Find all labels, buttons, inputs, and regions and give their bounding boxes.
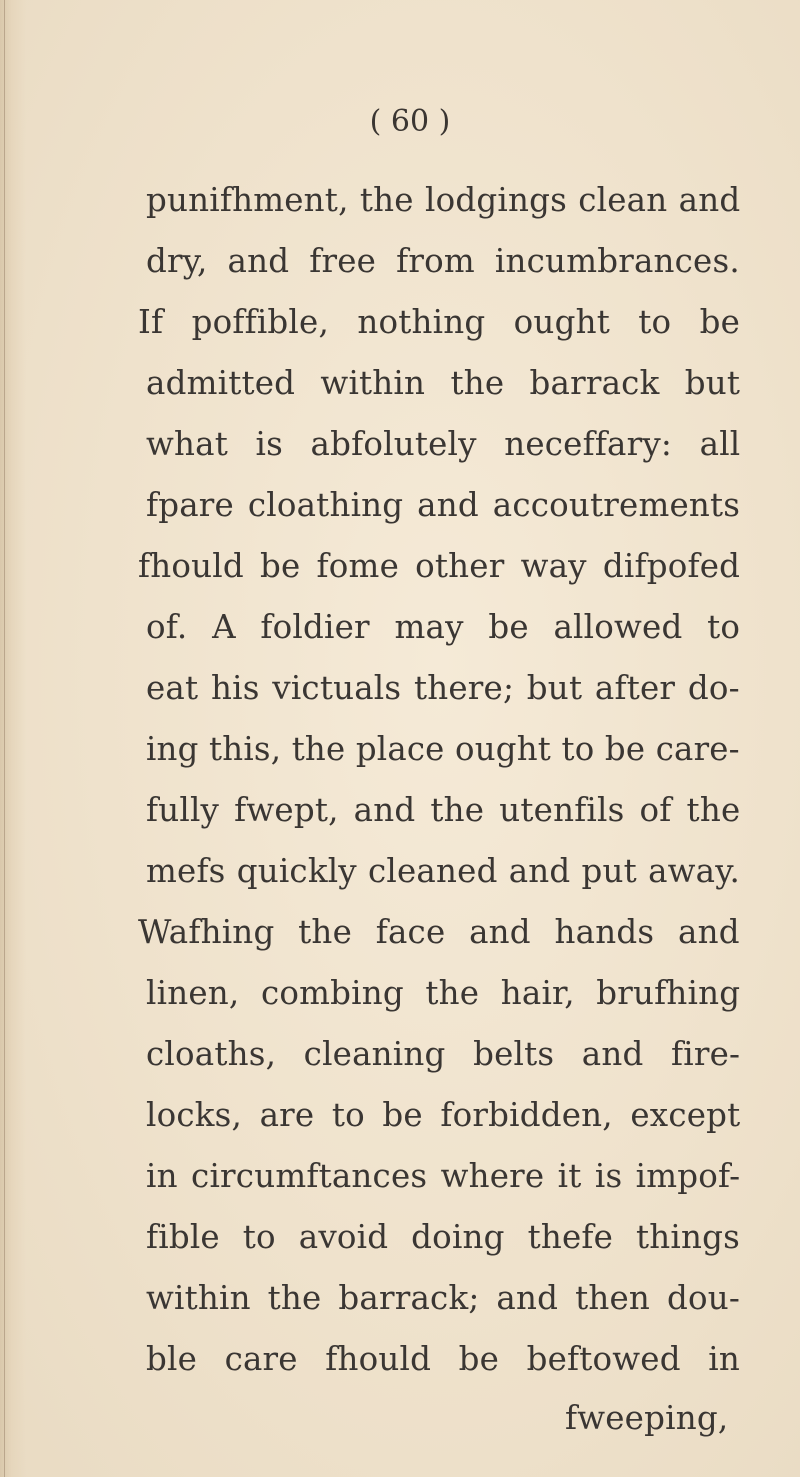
text-line: fpare cloathing and accoutrements <box>146 486 741 524</box>
text-line: of. A foldier may be allowed to <box>146 608 741 646</box>
text-line: linen, combing the hair, brufhing <box>146 974 741 1012</box>
text-line: locks, are to be forbidden, except <box>146 1096 741 1134</box>
text-line: within the barrack; and then dou- <box>146 1279 741 1317</box>
text-line: eat his victuals there; but after do- <box>146 669 740 707</box>
text-line: admitted within the barrack but <box>146 364 741 402</box>
text-line: If poffible, nothing ought to be <box>138 303 741 341</box>
text-line: punifhment, the lodgings clean and <box>146 181 741 219</box>
text-line: what is abfolutely neceffary: all <box>146 425 741 463</box>
text-line: fully fwept, and the utenfils of the <box>146 791 741 829</box>
text-line: fible to avoid doing thefe things <box>146 1218 741 1256</box>
page-number: ( 60 ) <box>369 104 451 139</box>
text-line: mefs quickly cleaned and put away. <box>146 852 741 890</box>
body-text <box>0 181 800 1437</box>
text-line: ble care fhould be beftowed in <box>146 1340 741 1378</box>
text-line: ing this, the place ought to be care- <box>146 730 740 768</box>
text-line: dry, and free from incumbrances. <box>146 242 740 280</box>
text-line: in circumftances where it is impof- <box>146 1157 741 1195</box>
text-line: fhould be fome other way difpofed <box>138 547 741 585</box>
text-line: cloaths, cleaning belts and fire- <box>146 1035 741 1073</box>
text-line: Wafhing the face and hands and <box>138 913 740 951</box>
catchword: fweeping, <box>565 1399 729 1437</box>
